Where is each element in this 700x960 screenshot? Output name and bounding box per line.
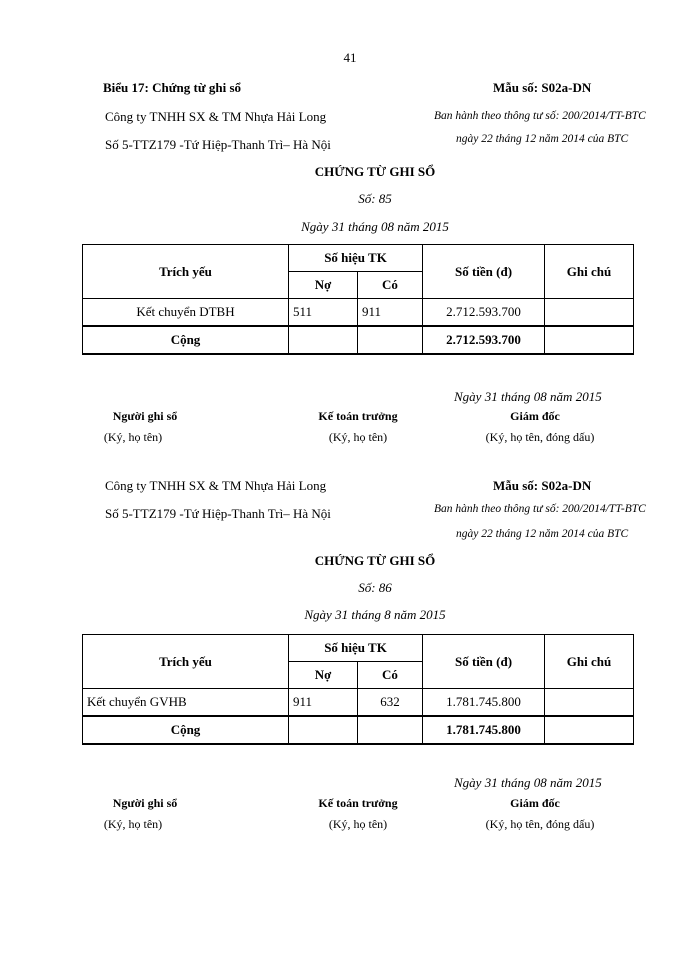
total-row <box>83 716 634 744</box>
col-no: Nợ <box>289 272 358 299</box>
col-no: Nợ <box>289 662 358 689</box>
signer-director-note: (Ký, họ tên, đóng dấu) <box>485 430 595 444</box>
voucher-table <box>82 244 634 355</box>
voucher-number: Số: 86 <box>358 580 392 595</box>
cell-co: 632 <box>358 689 423 717</box>
col-co: Có <box>358 272 423 299</box>
col-so-hieu-tk: Số hiệu TK <box>289 245 423 272</box>
total-amount: 1.781.745.800 <box>423 716 545 744</box>
col-ghi-chu: Ghi chú <box>545 245 634 299</box>
signer-chief-accountant-role: Kế toán trưởng <box>318 409 398 423</box>
company-address: Số 5-TTZ179 -Tứ Hiệp-Thanh Trì– Hà Nội <box>105 506 331 521</box>
col-trich-yeu: Trích yếu <box>83 245 289 299</box>
table-row <box>83 299 634 327</box>
voucher-title: CHỨNG TỪ GHI SỔ <box>314 553 436 568</box>
col-so-hieu-tk: Số hiệu TK <box>289 635 423 662</box>
issued-line-2: ngày 22 tháng 12 năm 2014 của BTC <box>456 133 629 145</box>
voucher-number: Số: 85 <box>358 191 392 206</box>
sign-date: Ngày 31 tháng 08 năm 2015 <box>454 389 602 404</box>
signer-director-note: (Ký, họ tên, đóng dấu) <box>485 817 595 831</box>
voucher-date: Ngày 31 tháng 08 năm 2015 <box>301 219 449 234</box>
signer-recorder-note: (Ký, họ tên) <box>103 430 163 444</box>
total-row <box>83 326 634 354</box>
voucher-title: CHỨNG TỪ GHI SỔ <box>314 164 436 179</box>
cell-ghi-chu <box>545 689 634 717</box>
cell-co: 911 <box>358 299 423 327</box>
issued-line-2: ngày 22 tháng 12 năm 2014 của BTC <box>456 528 629 540</box>
col-co: Có <box>358 662 423 689</box>
col-ghi-chu: Ghi chú <box>545 635 634 689</box>
col-so-tien: Số tiền (đ) <box>423 245 545 299</box>
cell-trich-yeu: Kết chuyển DTBH <box>83 299 289 327</box>
cell-no: 511 <box>289 299 358 327</box>
total-label: Cộng <box>83 716 289 744</box>
total-label: Cộng <box>83 326 289 354</box>
total-co <box>358 716 423 744</box>
sign-date: Ngày 31 tháng 08 năm 2015 <box>454 775 602 790</box>
company-name: Công ty TNHH SX & TM Nhựa Hải Long <box>105 109 327 124</box>
cell-trich-yeu: Kết chuyển GVHB <box>83 689 289 717</box>
page-number: 41 <box>343 50 357 65</box>
voucher-table <box>82 634 634 745</box>
signer-director-role: Giám đốc <box>510 796 560 810</box>
signer-director-role: Giám đốc <box>510 409 560 423</box>
cell-so-tien: 1.781.745.800 <box>423 689 545 717</box>
total-amount: 2.712.593.700 <box>423 326 545 354</box>
total-co <box>358 326 423 354</box>
company-name: Công ty TNHH SX & TM Nhựa Hải Long <box>105 478 327 493</box>
col-so-tien: Số tiền (đ) <box>423 635 545 689</box>
cell-no: 911 <box>289 689 358 717</box>
issued-line-1: Ban hành theo thông tư số: 200/2014/TT-BTC <box>434 110 646 122</box>
cell-so-tien: 2.712.593.700 <box>423 299 545 327</box>
signer-chief-accountant-note: (Ký, họ tên) <box>328 817 388 831</box>
form-code: Mẫu số: S02a-DN <box>493 478 592 493</box>
cell-ghi-chu <box>545 299 634 327</box>
section-title: Biểu 17: Chứng từ ghi sổ <box>103 80 242 95</box>
signer-chief-accountant-role: Kế toán trưởng <box>318 796 398 810</box>
col-trich-yeu: Trích yếu <box>83 635 289 689</box>
signer-chief-accountant-note: (Ký, họ tên) <box>328 430 388 444</box>
signer-recorder-note: (Ký, họ tên) <box>103 817 163 831</box>
company-address: Số 5-TTZ179 -Tứ Hiệp-Thanh Trì– Hà Nội <box>105 137 331 152</box>
issued-line-1: Ban hành theo thông tư số: 200/2014/TT-BTC <box>434 503 646 515</box>
voucher-date: Ngày 31 tháng 8 năm 2015 <box>304 607 446 622</box>
signer-recorder-role: Người ghi sổ <box>112 409 178 423</box>
total-ghi-chu <box>545 716 634 744</box>
total-ghi-chu <box>545 326 634 354</box>
total-no <box>289 326 358 354</box>
total-no <box>289 716 358 744</box>
signer-recorder-role: Người ghi sổ <box>112 796 178 810</box>
form-code: Mẫu số: S02a-DN <box>493 80 592 95</box>
table-row <box>83 689 634 717</box>
